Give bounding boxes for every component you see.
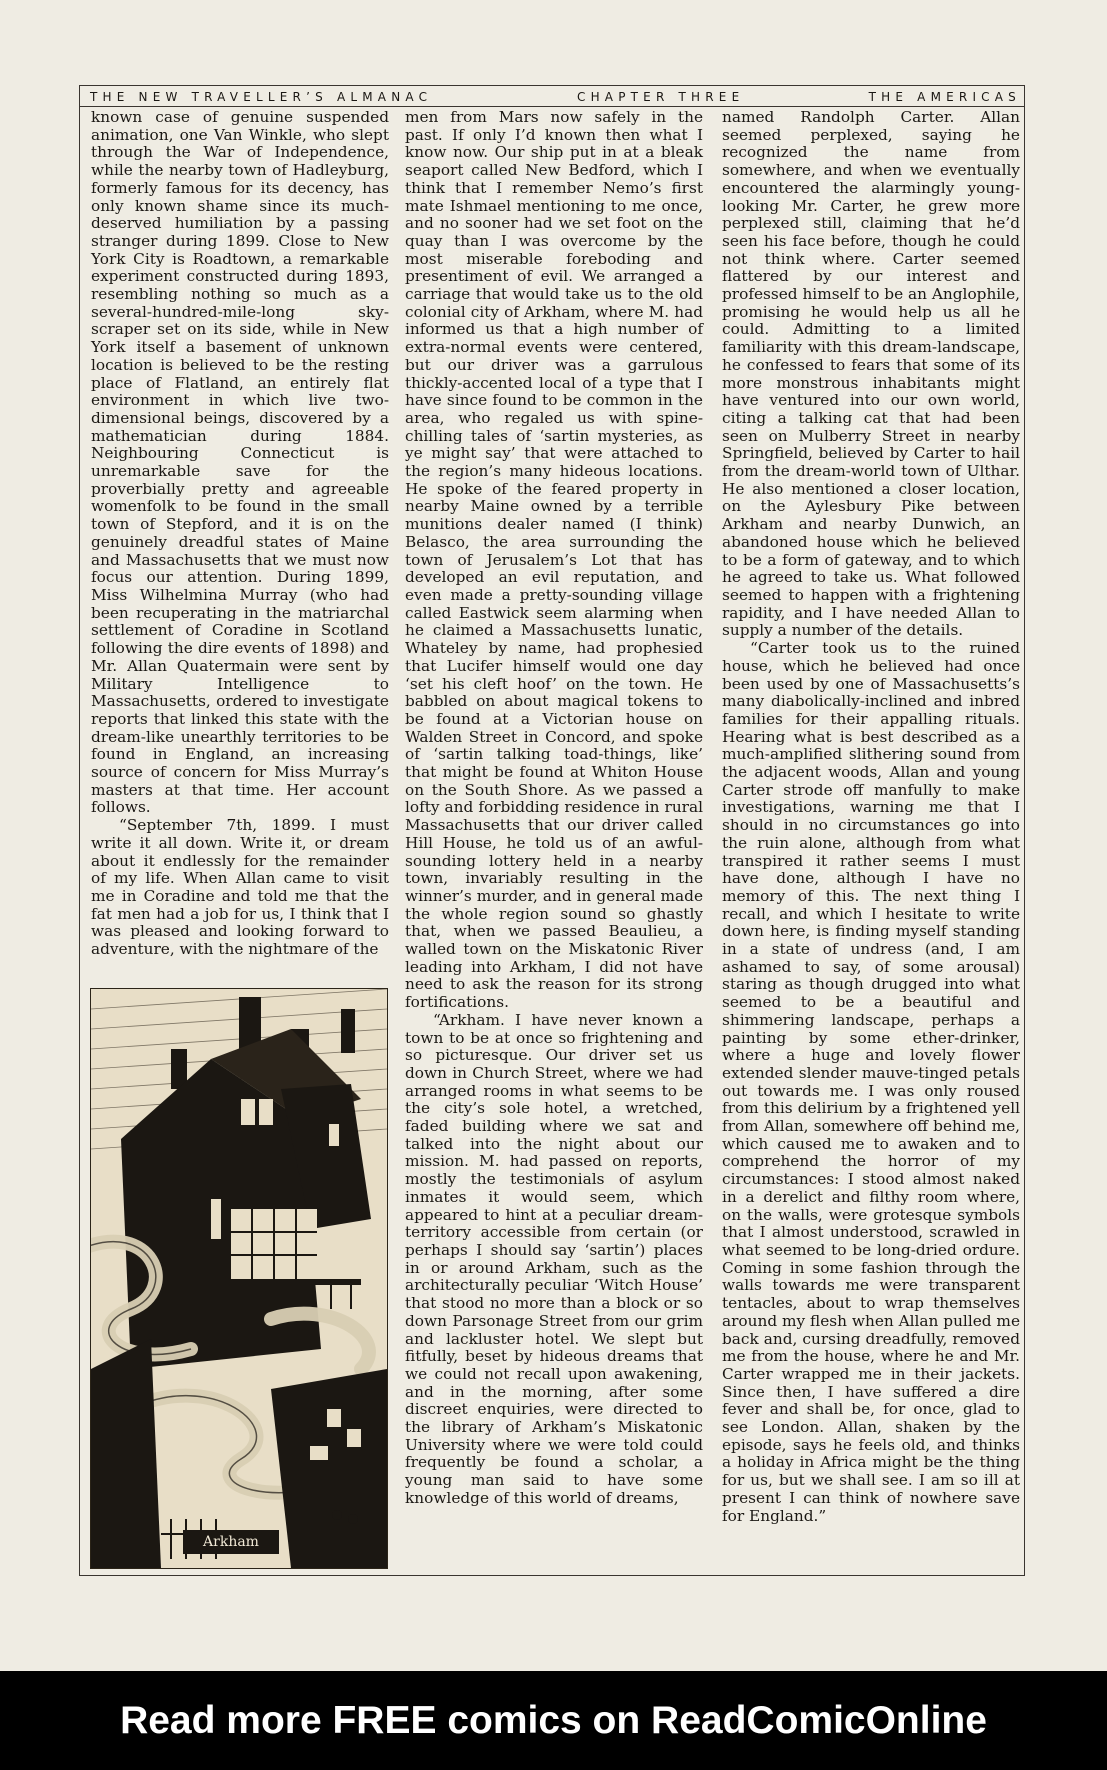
arkham-illustration [90,988,388,1569]
paragraph: “Arkham. I have never known a town to be at once so frightening and so picturesque. Our driver set us down in Church Street, where we had arranged rooms in what seems to be the city’s sole hotel, a wretched, faded building where we sat and talked into the night about our mission. M. had passed on reports, mostly the testimonials of asylum inmates it would seem, which appeared to hint at a peculiar dream-territory accessible from certain (or perhaps I should say ‘sartin’) places in or around Arkham, such as the architecturally peculiar ‘Witch House’ that stood no more than a block or so down Parsonage Street from our grim and lackluster hotel. We slept but fitfully, beset by hideous dreams that we could not recall upon awakening, and in the morning, after some discreet enquiries, were directed to the library of Arkham’s Miskatonic University where we were told could frequently be found a scholar, a young man said to have some knowledge of this world of dreams, [405,1010,703,1507]
text-column-2 [405,109,703,1572]
paragraph: named Randolph Carter. Allan seemed perplexed, saying he recognized the name from somewhere, and when we eventually encountered the alarmingly young-looking Mr. Carter, he grew more perplexed still, claiming that he’d seen his face before, though he could not think where. Carter seemed flattered by our interest and professed himself to be an Anglophile, promising he would help us all he could. Admitting to a limited familiarity with this dream-landscape, he confessed to fears that some of its more monstrous inhabitants might have ventured into our own world, citing a talking cat that had been seen on Mulberry Street in nearby Springfield, believed by Carter to hail from the dream-world town of Ulthar. He also mentioned a closer location, on the Aylesbury Pike between Arkham and nearby Dunwich, an abandoned house which he believed to be a form of gateway, and to which he agreed to take us. What followed seemed to happen with a frightening rapidity, and I have needed Allan to supply a number of the details. [722,108,1020,640]
promo-banner-text[interactable]: Read more FREE comics on ReadComicOnline [120,1699,987,1742]
haunted-house-drawing [91,989,387,1568]
paragraph: “September 7th, 1899. I must write it all down. Write it, or dream about it endlessly for the remainder of my life. When Allan came to visit me in Coradine and told me that the fat men had a job for us, I think that I was pleased and looking forward to adventure, with the nightmare of the [91,816,389,959]
paragraph: “Carter took us to the ruined house, which he believed had once been used by one of Massachusetts’s many diabolically-inclined and inbred families for their appalling rituals. Hearing what is best described as a much-amplified slithering sound from the adjacent woods, Allan and young Carter strode off manfully to make investigations, warning me that I should in no circumstances go into the ruin alone, although from what transpired it rather seems I must have done, although I have no memory of this. The next thing I recall, and which I hesitate to write down here, is finding myself standing in a state of undress (and, I am ashamed to say, of some arousal) staring as though drugged into what seemed to be a beautiful and shimmering landscape, perhaps a painting by some ether-drinker, where a huge and lovely flower extended slender mauve-tinged petals out towards me. I was only roused from this delirium by a frightened yell from Allan, somewhere off behind me, which caused me to awaken and to comprehend the horror of my circumstances: I stood almost naked in a derelict and filthy room where, on the walls, were grotesque symbols that I almost understood, scrawled in what seemed to be long-dried ordure. Coming in some fashion through the walls towards me were transparent tentacles, about to wrap themselves around my flesh when Allan pulled me back and, cursing dreadfully, removed me from the house, where he and Mr. Carter wrapped me in their jackets. Since then, I have suffered a dire fever and shall be, for once, glad to see London. Allan, shaken by the episode, says he feels old, and thinks a holiday in Africa might be the thing for us, but we shall see. I am so ill at present I can think of nowhere save for England.” [722,639,1020,1525]
running-header [90,88,1021,106]
header-chapter: CHAPTER THREE [577,90,745,104]
paragraph: men from Mars now safely in the past. If only I’d known then what I know now. Our ship put in at a bleak seaport called New Bedford, which I think that I remember Nemo’s first mate Ishmael mentioning to me once, and no sooner had we set foot on the quay than I was overcome by the most miserable foreboding and presentiment of evil. We arranged a carriage that would take us to the old colonial city of Arkham, where M. had informed us that a high number of extra-normal events were centered, but our driver was a garrulous thickly-accented local of a type that I have since found to be common in the area, who regaled us with spine-chilling tales of ‘sartin mysteries, as ye might say’ that were attached to the region’s many hideous locations. He spoke of the feared property in nearby Maine owned by a terrible munitions dealer named (I think) Belasco, the area surrounding the town of Jerusalem’s Lot that has developed an evil reputation, and even made a pretty-sounding village called Eastwick seem alarming when he claimed a Massachusetts lunatic, Whateley by name, had prophesied that Lucifer himself would one day ‘set his cleft hoof’ on the town. He babbled on about magical tokens to be found at a Victorian house on Walden Street in Concord, and spoke of ‘sartin talking toad-things, like’ that might be found at Whiton House on the South Shore. As we passed a lofty and forbidding residence in rural Massachusetts that our driver called Hill House, he told us of an awful-sounding lottery held in a nearby town, invariably resulting in the winner’s murder, and in general made the whole region sound so ghastly that, when we passed Beaulieu, a walled town on the Miskatonic River leading into Arkham, I did not have need to ask the reason for its strong fortifications. [405,108,703,1012]
header-section: THE AMERICAS [868,90,1021,104]
illustration-caption: Arkham [183,1530,279,1554]
header-book-title: THE NEW TRAVELLER’S ALMANAC [90,90,433,104]
promo-banner[interactable] [0,1671,1107,1770]
paragraph: known case of genuine suspended animation, one Van Winkle, who slept through the War of Independence, while the nearby town of Hadleyburg, formerly famous for its decency, has only known shame since its much-deserved humiliation by a passing stranger during 1899. Close to New York City is Roadtown, a remarkable experiment constructed during 1893, resembling nothing so much as a several-hundred-mile-long sky-scraper set on its side, while in New York itself a basement of unknown location is believed to be the resting place of Flatland, an entirely flat environment in which live two-dimensional beings, discovered by a mathematician during 1884. Neighbouring Connecticut is unremarkable save for the proverbially pretty and agreeable womenfolk to be found in the small town of Stepford, and it is on the genuinely dreadful states of Maine and Massachusetts that we must now focus our attention. During 1899, Miss Wilhelmina Murray (who had been recuperating in the matriarchal settlement of Coradine in Scotland following the dire events of 1898) and Mr. Allan Quatermain were sent by Military Intelligence to Massachusetts, ordered to investigate reports that linked this state with the dream-like unearthly territories to be found in England, an increasing source of concern for Miss Murray’s masters at that time. Her account follows. [91,108,389,817]
text-column-3 [722,109,1020,1525]
header-rule [79,106,1025,107]
text-column-1 [91,109,389,959]
